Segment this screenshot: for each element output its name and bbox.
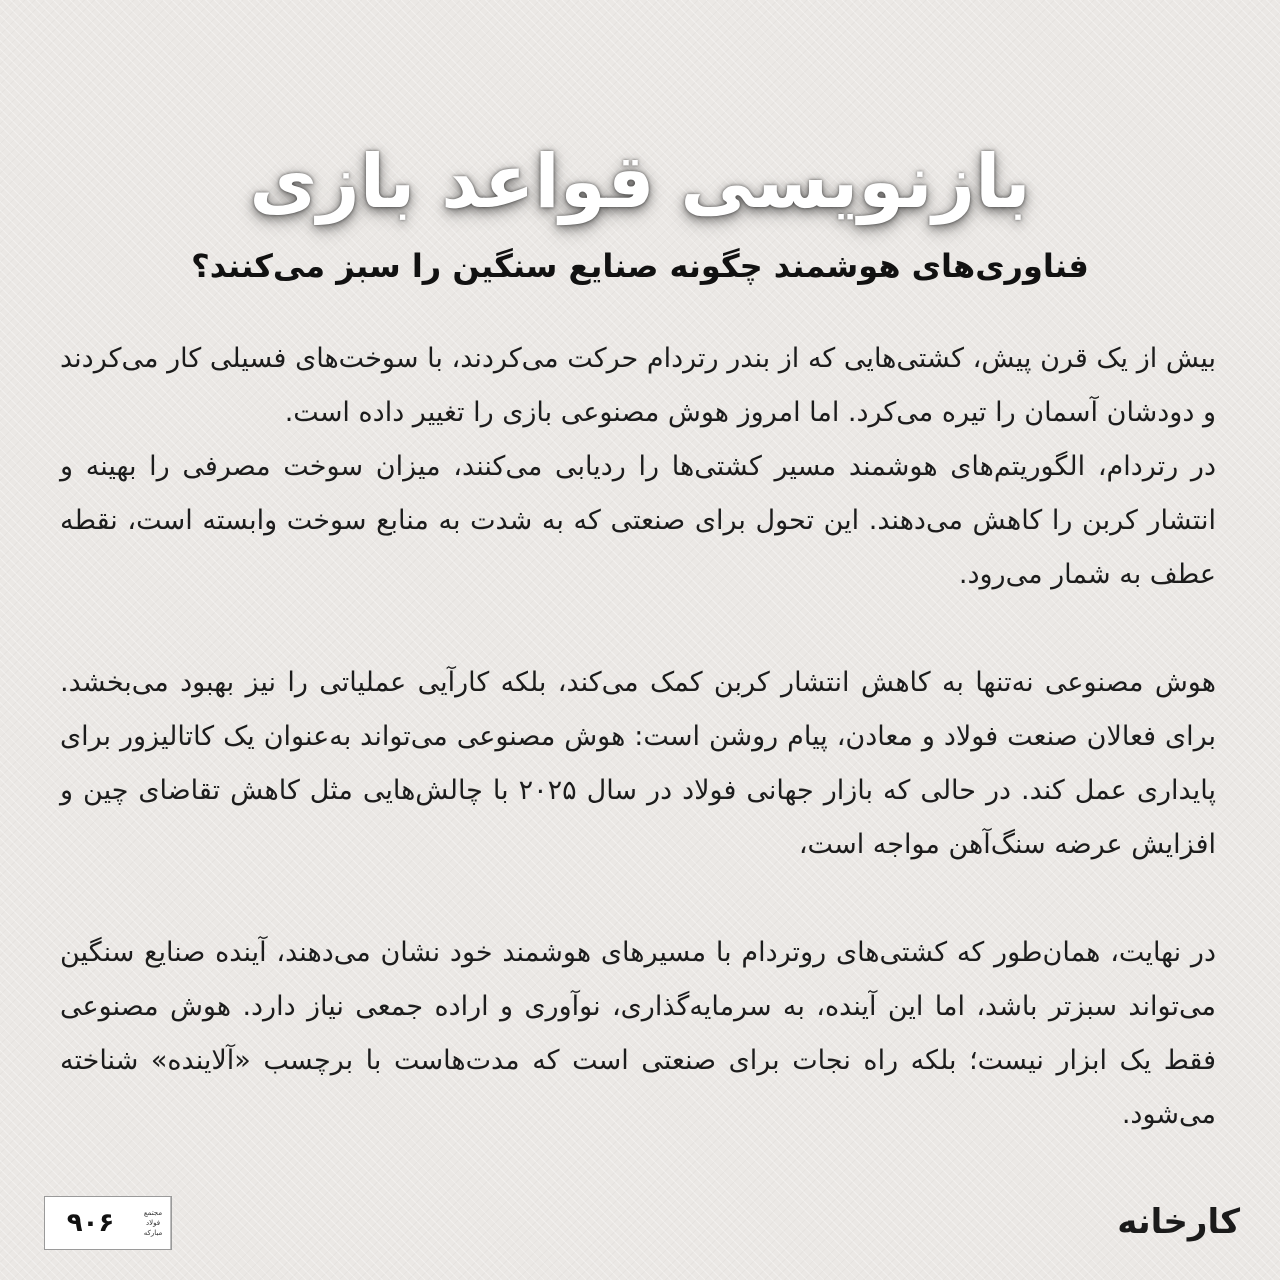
company-logo-mark: ۹۰۶ — [66, 1208, 115, 1238]
paragraph-3: هوش مصنوعی نه‌تنها به کاهش انتشار کربن کمک می‌کند، بلکه کارآیی عملیاتی را نیز بهبود می‌بخشد. برای فعالان صنعت فولاد و معادن، پیام روشن است: هوش مصنوعی می‌تواند به‌عنوان یک کاتالیزور برای پایداری عمل کند. در حالی که بازار جهانی فولاد در سال ۲۰۲۵ با چالش‌هایی مثل کاهش تقاضای چین و افزایش عرضه سنگ‌آهن مواجه است، — [60, 667, 1216, 860]
paragraph-1: بیش از یک قرن پیش، کشتی‌هایی که از بندر رتردام حرکت می‌کردند، با سوخت‌های فسیلی کار می‌کردند و دودشان آسمان را تیره می‌کرد. اما امروز هوش مصنوعی بازی را تغییر داده است. — [60, 343, 1216, 428]
company-logo-tag — [136, 1197, 171, 1249]
company-logo-icon — [44, 1196, 172, 1250]
company-logo-tag-line: مبارکه — [143, 1229, 163, 1237]
page-title: بازنویسی قواعد بازی — [249, 139, 1031, 225]
page-subtitle: فناوری‌های هوشمند چگونه صنایع سنگین را سبز می‌کنند؟ — [191, 247, 1089, 285]
company-logo-tag-line: فولاد — [145, 1219, 161, 1227]
paragraph-2: در رتردام، الگوریتم‌های هوشمند مسیر کشتی‌ها را ردیابی می‌کنند، میزان سوخت مصرفی را بهینه و انتشار کربن را کاهش می‌دهند. این تحول برای صنعتی که به شدت به منابع سوخت وابسته است، نقطه عطف به شمار می‌رود. — [60, 451, 1216, 590]
article-body — [60, 332, 1216, 1142]
company-logo-tag-line: مجتمع — [143, 1209, 163, 1217]
brand-logo-icon: کارخانه — [1117, 1202, 1240, 1242]
paragraph-4: در نهایت، همان‌طور که کشتی‌های روتردام با مسیرهای هوشمند خود نشان می‌دهند، آینده صنایع سنگین می‌تواند سبزتر باشد، اما این آینده، به سرمایه‌گذاری، نوآوری و اراده جمعی نیاز دارد. هوش مصنوعی فقط یک ابزار نیست؛ بلکه راه نجات برای صنعتی است که مدت‌هاست با برچسب «آلاینده» شناخته می‌شود. — [60, 937, 1216, 1130]
